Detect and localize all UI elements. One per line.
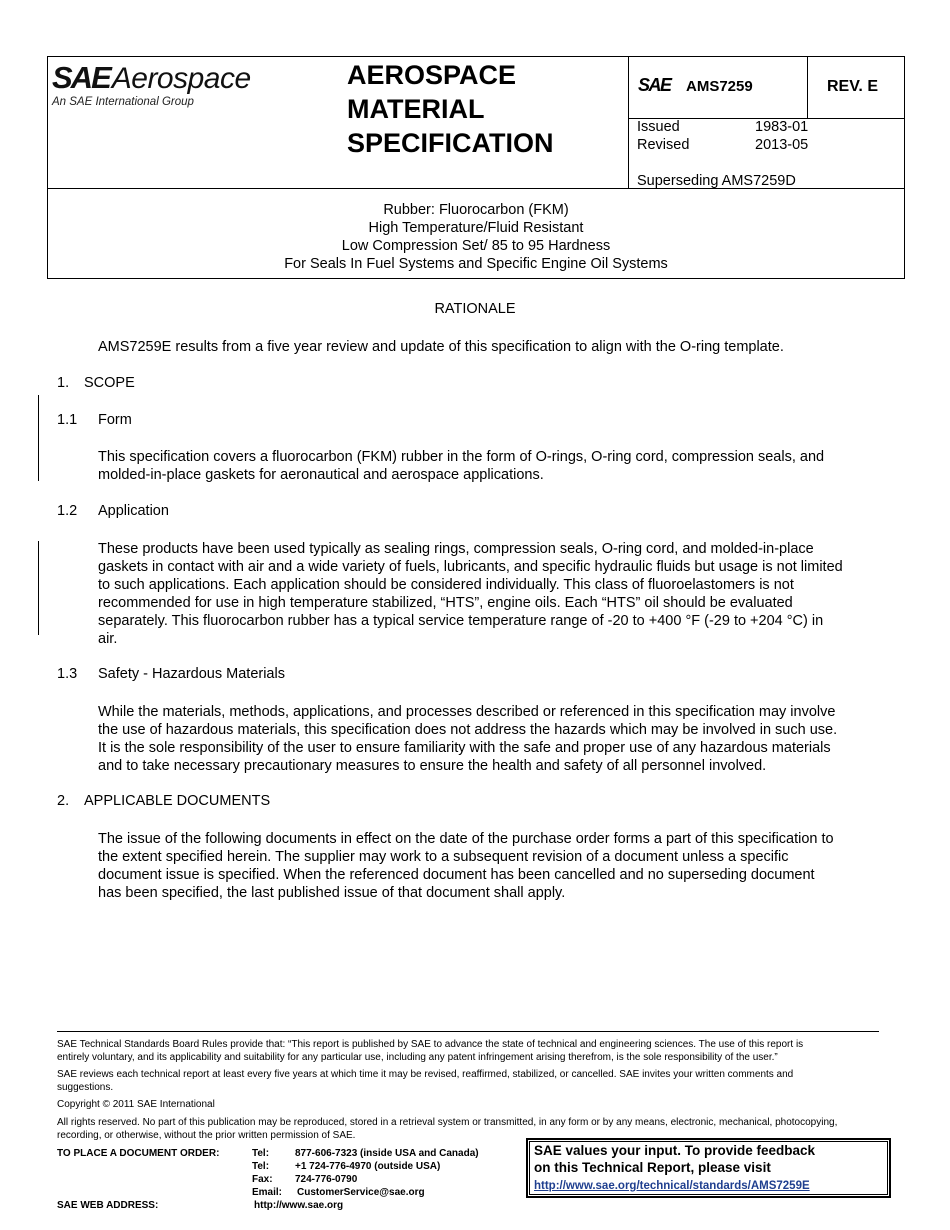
- contact-value: 877-606-7323 (inside USA and Canada): [295, 1148, 479, 1159]
- document-subtitle: Rubber: Fluorocarbon (FKM) High Temperature/Fluid Resistant Low Compression Set/ 85 to 95 Hardness For Seals In Fuel Systems and Specific Engine Oil Systems: [47, 188, 905, 279]
- section-number: 1.1: [57, 412, 78, 428]
- contact-label: Fax:: [252, 1174, 273, 1185]
- section-title-scope: SCOPE: [84, 375, 135, 391]
- header-divider: [807, 56, 808, 118]
- section-number: 1.2: [57, 503, 78, 519]
- section-title-form: Form: [98, 412, 132, 428]
- section-title-application: Application: [98, 503, 169, 519]
- contact-value: +1 724-776-4970 (outside USA): [295, 1161, 441, 1172]
- contact-label: Tel:: [252, 1161, 270, 1172]
- applicable-documents-paragraph: The issue of the following documents in effect on the date of the purchase order forms a part of this specification to the extent specified herein. The supplier may work to a subsequent revision of a document unless a specific document issue is specified. When the referenced document has been cancelled and no superseding document has been specified, the last published issue of that document shall apply.: [98, 831, 834, 901]
- contact-label: Email:: [252, 1187, 283, 1198]
- superseding-note: Superseding AMS7259D: [637, 173, 796, 189]
- logo-brand: SAE: [52, 60, 110, 95]
- application-paragraph: These products have been used typically as sealing rings, compression seals, O-ring cord, and molded-in-place gaskets in contact with air and a wide variety of fuels, lubricants, and specific hydraulic fluids but usage is not limited to such applications. Each application should be considered individually. This class of fluoroelastomers is not recommended for use in high temperature stabilized, “HTS”, engine oils. Each “HTS” oil should be evaluated separately. This fluorocarbon rubber has a typical service temperature range of -20 to +400 °F (-29 to +204 °C) in air.: [98, 541, 843, 647]
- footer-rights-note: All rights reserved. No part of this publication may be reproduced, stored in a retrieval system or transmitted, in any form or by any means, electronic, mechanical, photocopying, recording, or otherwise, without the prior written permission of SAE.: [57, 1117, 838, 1141]
- revised-date: 2013-05: [755, 137, 809, 153]
- feedback-link[interactable]: http://www.sae.org/technical/standards/AMS7259E: [534, 1180, 810, 1192]
- order-label: TO PLACE A DOCUMENT ORDER:: [57, 1148, 220, 1159]
- revised-label: Revised: [637, 137, 690, 153]
- section-title-safety: Safety - Hazardous Materials: [98, 666, 285, 682]
- logo-tagline: An SAE International Group: [52, 96, 194, 108]
- contact-email-link[interactable]: CustomerService@sae.org: [297, 1187, 425, 1198]
- document-type-title: AEROSPACE MATERIAL SPECIFICATION: [347, 60, 554, 158]
- form-paragraph: This specification covers a fluorocarbon (FKM) rubber in the form of O-rings, O-ring cord, compression seals, and molded-in-place gaskets for aeronautical and aerospace applications.: [98, 449, 825, 483]
- contact-value: 724-776-0790: [295, 1174, 358, 1185]
- footer-rule: [57, 1031, 879, 1032]
- section-number: 2.: [57, 793, 70, 809]
- contact-label: Tel:: [252, 1148, 270, 1159]
- section-number: 1.: [57, 375, 70, 391]
- rationale-heading: RATIONALE: [434, 301, 516, 317]
- section-number: 1.3: [57, 666, 78, 682]
- revision-label: REV. E: [827, 78, 878, 95]
- footer-copyright: Copyright © 2011 SAE International: [57, 1099, 215, 1110]
- issued-label: Issued: [637, 119, 680, 135]
- issued-date: 1983-01: [755, 119, 809, 135]
- header-divider: [628, 56, 629, 189]
- footer-review-note: SAE reviews each technical report at least every five years at which time it may be revised, reaffirmed, stabilized, or cancelled. SAE invites your written comments and suggestions.: [57, 1069, 794, 1093]
- web-address-link[interactable]: http://www.sae.org: [254, 1200, 344, 1211]
- logo-name: Aerospace: [111, 62, 251, 95]
- feedback-text: SAE values your input. To provide feedback on this Technical Report, please visit http://www.sae.org/technical/standards/AMS7259E: [534, 1143, 816, 1192]
- sae-mini-logo: SAE: [638, 75, 671, 95]
- safety-paragraph: While the materials, methods, applications, and processes described or referenced in this specification may involve the use of hazardous materials, this specification does not address the hazards which may be involved in such use. It is the sole responsibility of the user to ensure familiarity with the safe and proper use of any hazardous materials and to take necessary precautionary measures to ensure the health and safety of all personnel involved.: [98, 704, 838, 774]
- section-title-applicable-documents: APPLICABLE DOCUMENTS: [84, 793, 271, 809]
- document-number: AMS7259: [686, 78, 753, 95]
- change-bar: [38, 541, 39, 635]
- change-bar: [38, 395, 39, 481]
- rationale-text: AMS7259E results from a five year review and update of this specification to align with the O-ring template.: [98, 339, 784, 355]
- footer-rules-note: SAE Technical Standards Board Rules provide that: “This report is published by SAE to advance the state of technical and engineering sciences. The use of this report is entirely voluntary, and its applicability and suitability for any particular use, including any patent infringement arising therefrom, is the sole responsibility of the user.”: [57, 1039, 804, 1063]
- web-address-label: SAE WEB ADDRESS:: [57, 1200, 159, 1211]
